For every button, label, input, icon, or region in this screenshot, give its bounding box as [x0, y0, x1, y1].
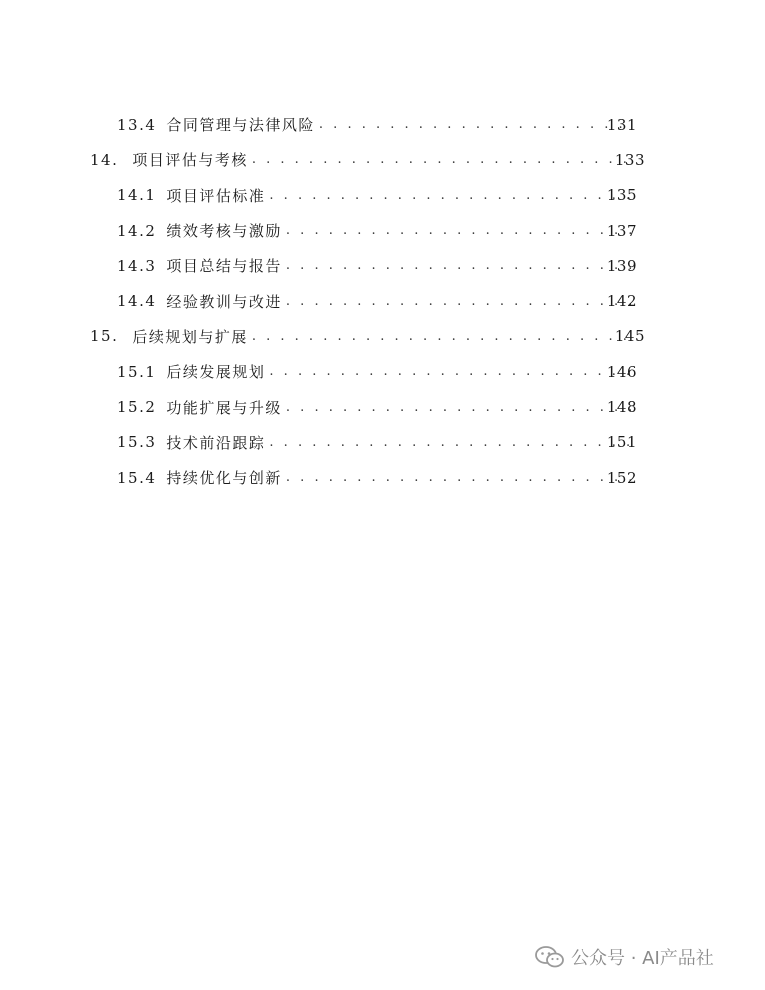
table-of-contents — [0, 107, 765, 495]
toc-page-number: 151 — [606, 433, 637, 452]
toc-title: 功能扩展与升级 — [166, 398, 282, 417]
toc-title: 绩效考核与激励 — [166, 222, 282, 241]
toc-number: 15.3 — [117, 433, 157, 452]
toc-page-number: 133 — [614, 150, 645, 169]
toc-leader — [269, 435, 631, 450]
toc-leader — [286, 223, 631, 238]
toc-leader — [252, 329, 631, 344]
toc-leader — [286, 470, 631, 485]
toc-leader — [319, 117, 631, 132]
toc-entry[interactable] — [0, 178, 765, 213]
toc-entry[interactable] — [0, 354, 765, 389]
toc-entry[interactable] — [0, 283, 765, 318]
toc-number: 13.4 — [117, 115, 157, 134]
toc-entry[interactable] — [0, 460, 765, 495]
toc-page-number: 148 — [606, 398, 637, 417]
toc-entry[interactable] — [0, 213, 765, 248]
toc-title: 经验教训与改进 — [166, 292, 282, 311]
toc-title: 技术前沿跟踪 — [166, 433, 266, 452]
toc-entry[interactable] — [0, 107, 765, 142]
wechat-icon — [535, 945, 565, 969]
toc-page-number: 139 — [606, 256, 637, 275]
toc-entry[interactable] — [0, 248, 765, 283]
toc-number: 14. — [90, 150, 119, 169]
watermark-text: 公众号 · AI产品社 — [571, 948, 714, 969]
toc-number: 15.1 — [117, 362, 157, 381]
toc-title: 后续发展规划 — [166, 363, 266, 382]
toc-page-number: 137 — [606, 221, 637, 240]
toc-number: 14.4 — [117, 292, 157, 311]
toc-page-number: 152 — [606, 468, 637, 487]
toc-leader — [286, 400, 631, 415]
watermark — [535, 944, 714, 970]
toc-title: 项目评估标准 — [166, 186, 266, 205]
toc-page-number: 145 — [614, 327, 645, 346]
toc-entry[interactable] — [0, 319, 765, 354]
toc-leader — [286, 258, 631, 273]
toc-leader — [269, 188, 631, 203]
toc-leader — [286, 294, 631, 309]
toc-leader — [269, 364, 631, 379]
toc-page-number: 131 — [606, 115, 637, 134]
toc-leader — [252, 152, 631, 167]
toc-page-number: 142 — [606, 292, 637, 311]
toc-entry[interactable] — [0, 142, 765, 177]
toc-page-number: 135 — [606, 186, 637, 205]
toc-number: 14.3 — [117, 256, 157, 275]
toc-title: 项目总结与报告 — [166, 257, 282, 276]
toc-number: 15.2 — [117, 398, 157, 417]
toc-title: 合同管理与法律风险 — [166, 116, 315, 135]
toc-number: 15.4 — [117, 468, 157, 487]
toc-entry[interactable] — [0, 389, 765, 424]
toc-number: 15. — [90, 327, 119, 346]
toc-number: 14.1 — [117, 186, 157, 205]
toc-title: 项目评估与考核 — [132, 151, 248, 170]
toc-page-number: 146 — [606, 362, 637, 381]
toc-title: 后续规划与扩展 — [132, 327, 248, 346]
toc-entry[interactable] — [0, 425, 765, 460]
toc-number: 14.2 — [117, 221, 157, 240]
toc-title: 持续优化与创新 — [166, 469, 282, 488]
